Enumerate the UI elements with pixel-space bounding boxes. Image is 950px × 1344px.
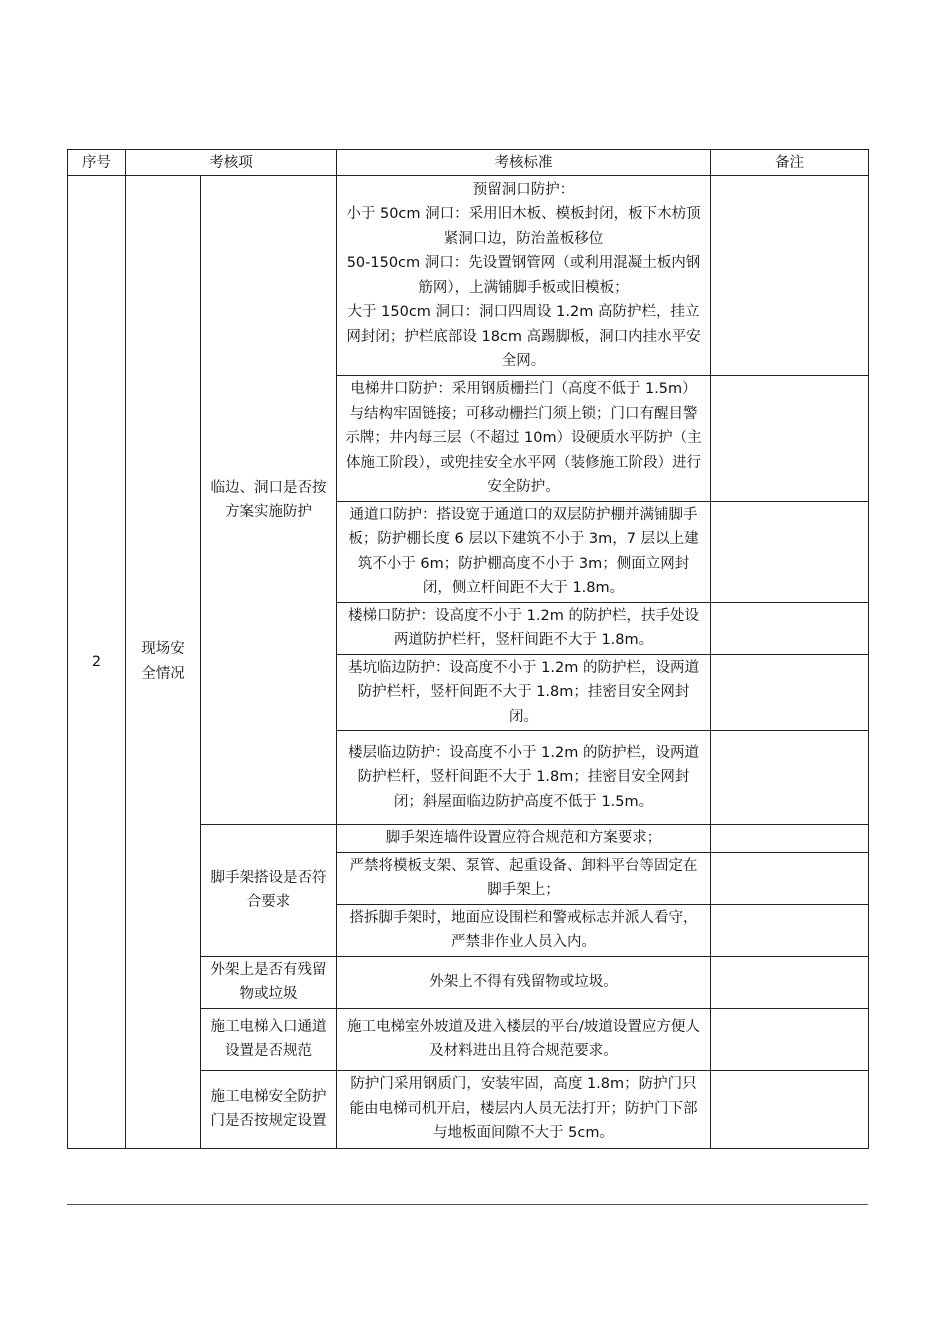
standard-cell: 严禁将模板支架、泵管、起重设备、卸料平台等固定在脚手架上；	[337, 852, 711, 904]
item-cell: 施工电梯安全防护门是否按规定设置	[201, 1070, 337, 1148]
header-standard: 考核标准	[337, 150, 711, 176]
remark-cell	[711, 654, 869, 731]
standard-cell: 防护门采用钢质门，安装牢固，高度 1.8m；防护门只能由电梯司机开启，楼层内人员无法打开；防护门下部与地板面间隙不大于 5cm。	[337, 1070, 711, 1148]
standard-cell: 施工电梯室外坡道及进入楼层的平台/坡道设置应方便人及材料进出且符合规范要求。	[337, 1008, 711, 1070]
standard-cell: 通道口防护：搭设宽于通道口的双层防护棚并满铺脚手板；防护棚长度 6 层以下建筑不小于 3m，7 层以上建筑不小于 6m；防护棚高度不小于 3m；侧面立网封闭，侧立杆间距不大于 1.8m。	[337, 501, 711, 602]
remark-cell	[711, 904, 869, 956]
standard-cell: 电梯井口防护：采用钢质栅拦门（高度不低于 1.5m）与结构牢固链接；可移动栅拦门须上锁；门口有醒目警示牌；井内每三层（不超过 10m）设硬质水平防护（主体施工阶段），或兜挂安全水平网（装修施工阶段）进行安全防护。	[337, 376, 711, 502]
standard-cell: 脚手架连墙件设置应符合规范和方案要求；	[337, 825, 711, 853]
standard-line: 预留洞口防护：	[472, 181, 575, 198]
remark-cell	[711, 956, 869, 1008]
seq-cell: 2	[68, 176, 126, 1149]
remark-cell	[711, 376, 869, 502]
header-remark: 备注	[711, 150, 869, 176]
standard-cell: 基坑临边防护：设高度不小于 1.2m 的防护栏，设两道防护栏杆，竖杆间距不大于 1.8m；挂密目安全网封闭。	[337, 654, 711, 731]
header-row	[68, 150, 869, 176]
header-item: 考核项	[126, 150, 337, 176]
item-cell: 临边、洞口是否按方案实施防护	[201, 176, 337, 825]
remark-cell	[711, 825, 869, 853]
remark-cell	[711, 602, 869, 654]
inspection-table	[67, 149, 869, 1149]
remark-cell	[711, 1008, 869, 1070]
standard-cell: 外架上不得有残留物或垃圾。	[337, 956, 711, 1008]
footer-divider	[67, 1204, 868, 1205]
header-seq: 序号	[68, 150, 126, 176]
remark-cell	[711, 852, 869, 904]
standard-line: 大于 150cm 洞口：洞口四周设 1.2m 高防护栏，挂立网封闭；护栏底部设 18cm 高踢脚板，洞口内挂水平安全网。	[346, 304, 701, 369]
table-row	[68, 176, 869, 376]
standard-cell	[337, 176, 711, 376]
standard-cell: 楼梯口防护：设高度不小于 1.2m 的防护栏，扶手处设两道防护栏杆，竖杆间距不大于 1.8m。	[337, 602, 711, 654]
remark-cell	[711, 176, 869, 376]
remark-cell	[711, 501, 869, 602]
standard-line: 50-150cm 洞口：先设置钢管网（或利用混凝土板内钢筋网），上满铺脚手板或旧模板；	[346, 255, 701, 296]
item-cell: 外架上是否有残留物或垃圾	[201, 956, 337, 1008]
standard-cell: 搭拆脚手架时，地面应设围栏和警戒标志并派人看守，严禁非作业人员入内。	[337, 904, 711, 956]
standard-line: 小于 50cm 洞口：采用旧木板、模板封闭，板下木枋顶紧洞口边，防治盖板移位	[346, 206, 701, 247]
remark-cell	[711, 731, 869, 825]
item-cell: 施工电梯入口通道设置是否规范	[201, 1008, 337, 1070]
category-cell: 现场安全情况	[126, 176, 201, 1149]
item-cell: 脚手架搭设是否符合要求	[201, 825, 337, 957]
remark-cell	[711, 1070, 869, 1148]
standard-cell: 楼层临边防护：设高度不小于 1.2m 的防护栏，设两道防护栏杆，竖杆间距不大于 1.8m；挂密目安全网封闭；斜屋面临边防护高度不低于 1.5m。	[337, 731, 711, 825]
